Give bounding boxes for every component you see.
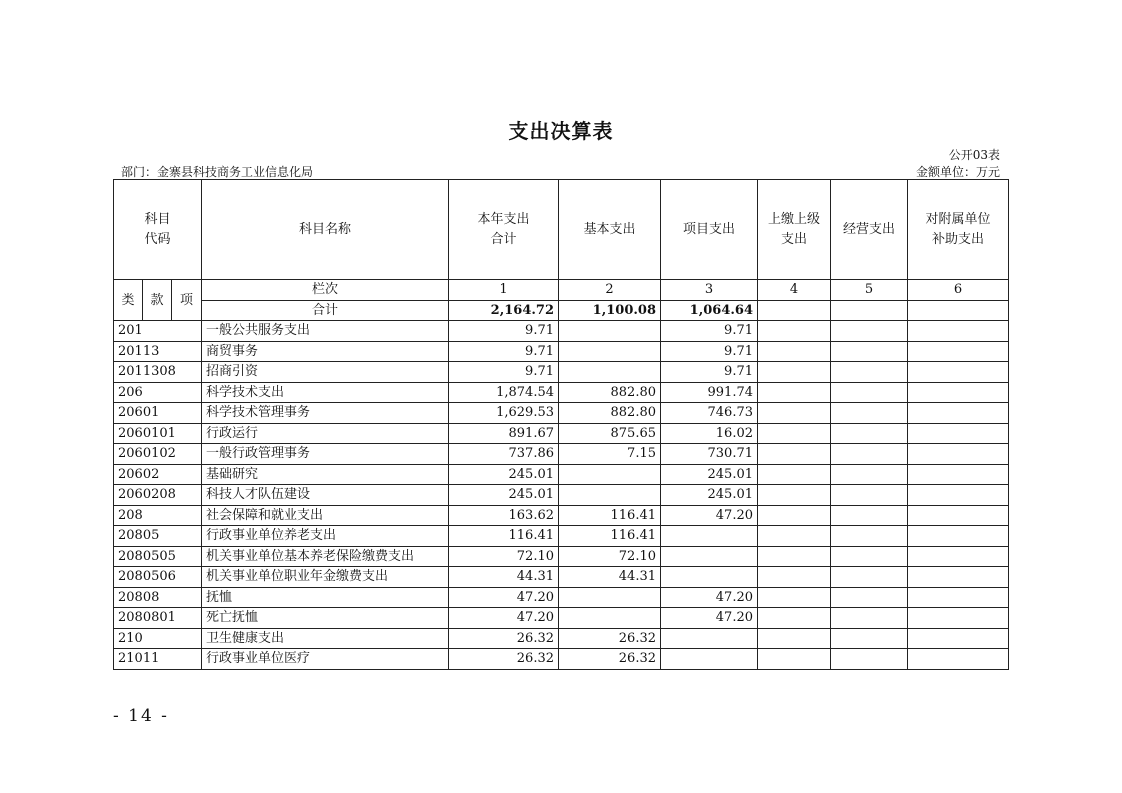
row-subsidy (908, 485, 1009, 506)
row-name: 卫生健康支出 (202, 628, 449, 649)
row-basic: 882.80 (559, 403, 661, 424)
row-basic: 44.31 (559, 567, 661, 588)
row-operating (831, 546, 908, 567)
row-operating (831, 628, 908, 649)
header-lanci: 栏次 (202, 280, 449, 301)
row-operating (831, 649, 908, 670)
table-row (114, 403, 1009, 424)
row-code: 20601 (114, 403, 202, 424)
col-num-5: 5 (831, 280, 908, 301)
row-project: 245.01 (661, 485, 758, 506)
row-total: 47.20 (449, 608, 559, 629)
col-num-4: 4 (758, 280, 831, 301)
row-subsidy (908, 587, 1009, 608)
row-basic (559, 362, 661, 383)
row-basic: 116.41 (559, 505, 661, 526)
row-upper (758, 628, 831, 649)
row-code: 2080801 (114, 608, 202, 629)
header-lei: 类 (114, 280, 143, 321)
row-project: 16.02 (661, 423, 758, 444)
table-row (114, 587, 1009, 608)
row-upper (758, 587, 831, 608)
row-project: 746.73 (661, 403, 758, 424)
row-operating (831, 505, 908, 526)
col-num-1: 1 (449, 280, 559, 301)
row-upper (758, 546, 831, 567)
row-code: 20808 (114, 587, 202, 608)
form-number: 公开03表 (948, 148, 1000, 162)
row-code: 2060102 (114, 444, 202, 465)
expenditure-table (113, 179, 1009, 670)
row-total: 891.67 (449, 423, 559, 444)
row-upper (758, 362, 831, 383)
row-operating (831, 362, 908, 383)
table-row (114, 608, 1009, 629)
row-subsidy (908, 362, 1009, 383)
row-subsidy (908, 341, 1009, 362)
department-label: 部门：金寨县科技商务工业信息化局 (121, 165, 314, 179)
row-name: 基础研究 (202, 464, 449, 485)
row-code: 20805 (114, 526, 202, 547)
row-upper (758, 382, 831, 403)
row-operating (831, 567, 908, 588)
row-basic (559, 341, 661, 362)
row-basic: 26.32 (559, 649, 661, 670)
total-project: 1,064.64 (661, 300, 758, 321)
row-total: 245.01 (449, 485, 559, 506)
row-name: 科技人才队伍建设 (202, 485, 449, 506)
row-upper (758, 403, 831, 424)
row-project: 9.71 (661, 362, 758, 383)
table-row (114, 485, 1009, 506)
row-basic: 26.32 (559, 628, 661, 649)
row-name: 抚恤 (202, 587, 449, 608)
row-upper (758, 444, 831, 465)
row-operating (831, 341, 908, 362)
row-basic: 116.41 (559, 526, 661, 547)
row-operating (831, 485, 908, 506)
row-operating (831, 464, 908, 485)
row-total: 9.71 (449, 321, 559, 342)
row-subsidy (908, 464, 1009, 485)
row-operating (831, 444, 908, 465)
page-number: - 14 - (113, 706, 169, 726)
row-code: 21011 (114, 649, 202, 670)
header-xiang: 项 (172, 280, 202, 321)
col-num-3: 3 (661, 280, 758, 301)
row-basic (559, 485, 661, 506)
table-row (114, 567, 1009, 588)
row-basic: 72.10 (559, 546, 661, 567)
row-basic (559, 321, 661, 342)
row-name: 科学技术支出 (202, 382, 449, 403)
row-code: 206 (114, 382, 202, 403)
header-kuan: 款 (143, 280, 172, 321)
row-operating (831, 403, 908, 424)
row-upper (758, 608, 831, 629)
row-project: 9.71 (661, 321, 758, 342)
header-subsidy: 对附属单位 补助支出 (908, 180, 1009, 280)
row-operating (831, 423, 908, 444)
table-row (114, 505, 1009, 526)
total-row (114, 300, 1009, 321)
header-total: 本年支出 合计 (449, 180, 559, 280)
col-num-6: 6 (908, 280, 1009, 301)
table-row (114, 546, 1009, 567)
header-name: 科目名称 (202, 180, 449, 280)
row-subsidy (908, 546, 1009, 567)
table-row (114, 649, 1009, 670)
row-operating (831, 608, 908, 629)
row-total: 26.32 (449, 628, 559, 649)
table-row (114, 628, 1009, 649)
row-name: 死亡抚恤 (202, 608, 449, 629)
row-upper (758, 567, 831, 588)
row-operating (831, 321, 908, 342)
total-amount: 2,164.72 (449, 300, 559, 321)
table-row (114, 382, 1009, 403)
row-basic (559, 608, 661, 629)
row-basic (559, 587, 661, 608)
row-code: 2011308 (114, 362, 202, 383)
row-upper (758, 341, 831, 362)
row-total: 737.86 (449, 444, 559, 465)
row-total: 9.71 (449, 341, 559, 362)
row-total: 44.31 (449, 567, 559, 588)
row-subsidy (908, 444, 1009, 465)
row-subsidy (908, 382, 1009, 403)
row-total: 1,874.54 (449, 382, 559, 403)
row-subsidy (908, 423, 1009, 444)
row-operating (831, 526, 908, 547)
row-project: 991.74 (661, 382, 758, 403)
row-project (661, 649, 758, 670)
row-total: 26.32 (449, 649, 559, 670)
table-row (114, 362, 1009, 383)
row-project (661, 628, 758, 649)
col-num-2: 2 (559, 280, 661, 301)
column-number-row (114, 280, 1009, 301)
row-operating (831, 587, 908, 608)
row-upper (758, 505, 831, 526)
row-name: 机关事业单位职业年金缴费支出 (202, 567, 449, 588)
header-row (114, 180, 1009, 280)
row-code: 20113 (114, 341, 202, 362)
row-basic: 875.65 (559, 423, 661, 444)
header-code: 科目 代码 (114, 180, 202, 280)
total-basic: 1,100.08 (559, 300, 661, 321)
row-code: 2060101 (114, 423, 202, 444)
row-total: 47.20 (449, 587, 559, 608)
row-total: 1,629.53 (449, 403, 559, 424)
row-upper (758, 321, 831, 342)
row-basic: 882.80 (559, 382, 661, 403)
row-basic (559, 464, 661, 485)
row-upper (758, 423, 831, 444)
row-name: 行政事业单位医疗 (202, 649, 449, 670)
row-code: 208 (114, 505, 202, 526)
row-upper (758, 485, 831, 506)
row-total: 116.41 (449, 526, 559, 547)
table-row (114, 321, 1009, 342)
table-row (114, 444, 1009, 465)
table-row (114, 464, 1009, 485)
row-upper (758, 464, 831, 485)
table-row (114, 526, 1009, 547)
row-project: 47.20 (661, 587, 758, 608)
table-row (114, 423, 1009, 444)
row-total: 72.10 (449, 546, 559, 567)
row-subsidy (908, 608, 1009, 629)
row-subsidy (908, 321, 1009, 342)
row-project: 9.71 (661, 341, 758, 362)
row-code: 2060208 (114, 485, 202, 506)
row-project: 245.01 (661, 464, 758, 485)
row-name: 社会保障和就业支出 (202, 505, 449, 526)
row-name: 行政运行 (202, 423, 449, 444)
row-subsidy (908, 526, 1009, 547)
total-label: 合计 (202, 300, 449, 321)
row-code: 20602 (114, 464, 202, 485)
row-project: 47.20 (661, 608, 758, 629)
row-name: 机关事业单位基本养老保险缴费支出 (202, 546, 449, 567)
row-name: 科学技术管理事务 (202, 403, 449, 424)
row-project: 47.20 (661, 505, 758, 526)
row-subsidy (908, 505, 1009, 526)
row-subsidy (908, 649, 1009, 670)
row-project (661, 526, 758, 547)
page-title: 支出决算表 (508, 119, 614, 143)
row-subsidy (908, 403, 1009, 424)
header-operating: 经营支出 (831, 180, 908, 280)
row-upper (758, 649, 831, 670)
header-basic: 基本支出 (559, 180, 661, 280)
row-code: 210 (114, 628, 202, 649)
header-project: 项目支出 (661, 180, 758, 280)
row-code: 2080506 (114, 567, 202, 588)
row-code: 2080505 (114, 546, 202, 567)
row-operating (831, 382, 908, 403)
row-code: 201 (114, 321, 202, 342)
row-total: 9.71 (449, 362, 559, 383)
row-basic: 7.15 (559, 444, 661, 465)
row-subsidy (908, 567, 1009, 588)
header-upper: 上缴上级 支出 (758, 180, 831, 280)
row-total: 245.01 (449, 464, 559, 485)
table-row (114, 341, 1009, 362)
row-subsidy (908, 628, 1009, 649)
row-total: 163.62 (449, 505, 559, 526)
row-name: 商贸事务 (202, 341, 449, 362)
row-project (661, 567, 758, 588)
row-project (661, 546, 758, 567)
row-name: 招商引资 (202, 362, 449, 383)
row-upper (758, 526, 831, 547)
row-name: 一般行政管理事务 (202, 444, 449, 465)
row-name: 一般公共服务支出 (202, 321, 449, 342)
unit-label: 金额单位：万元 (915, 165, 1000, 179)
row-name: 行政事业单位养老支出 (202, 526, 449, 547)
row-project: 730.71 (661, 444, 758, 465)
